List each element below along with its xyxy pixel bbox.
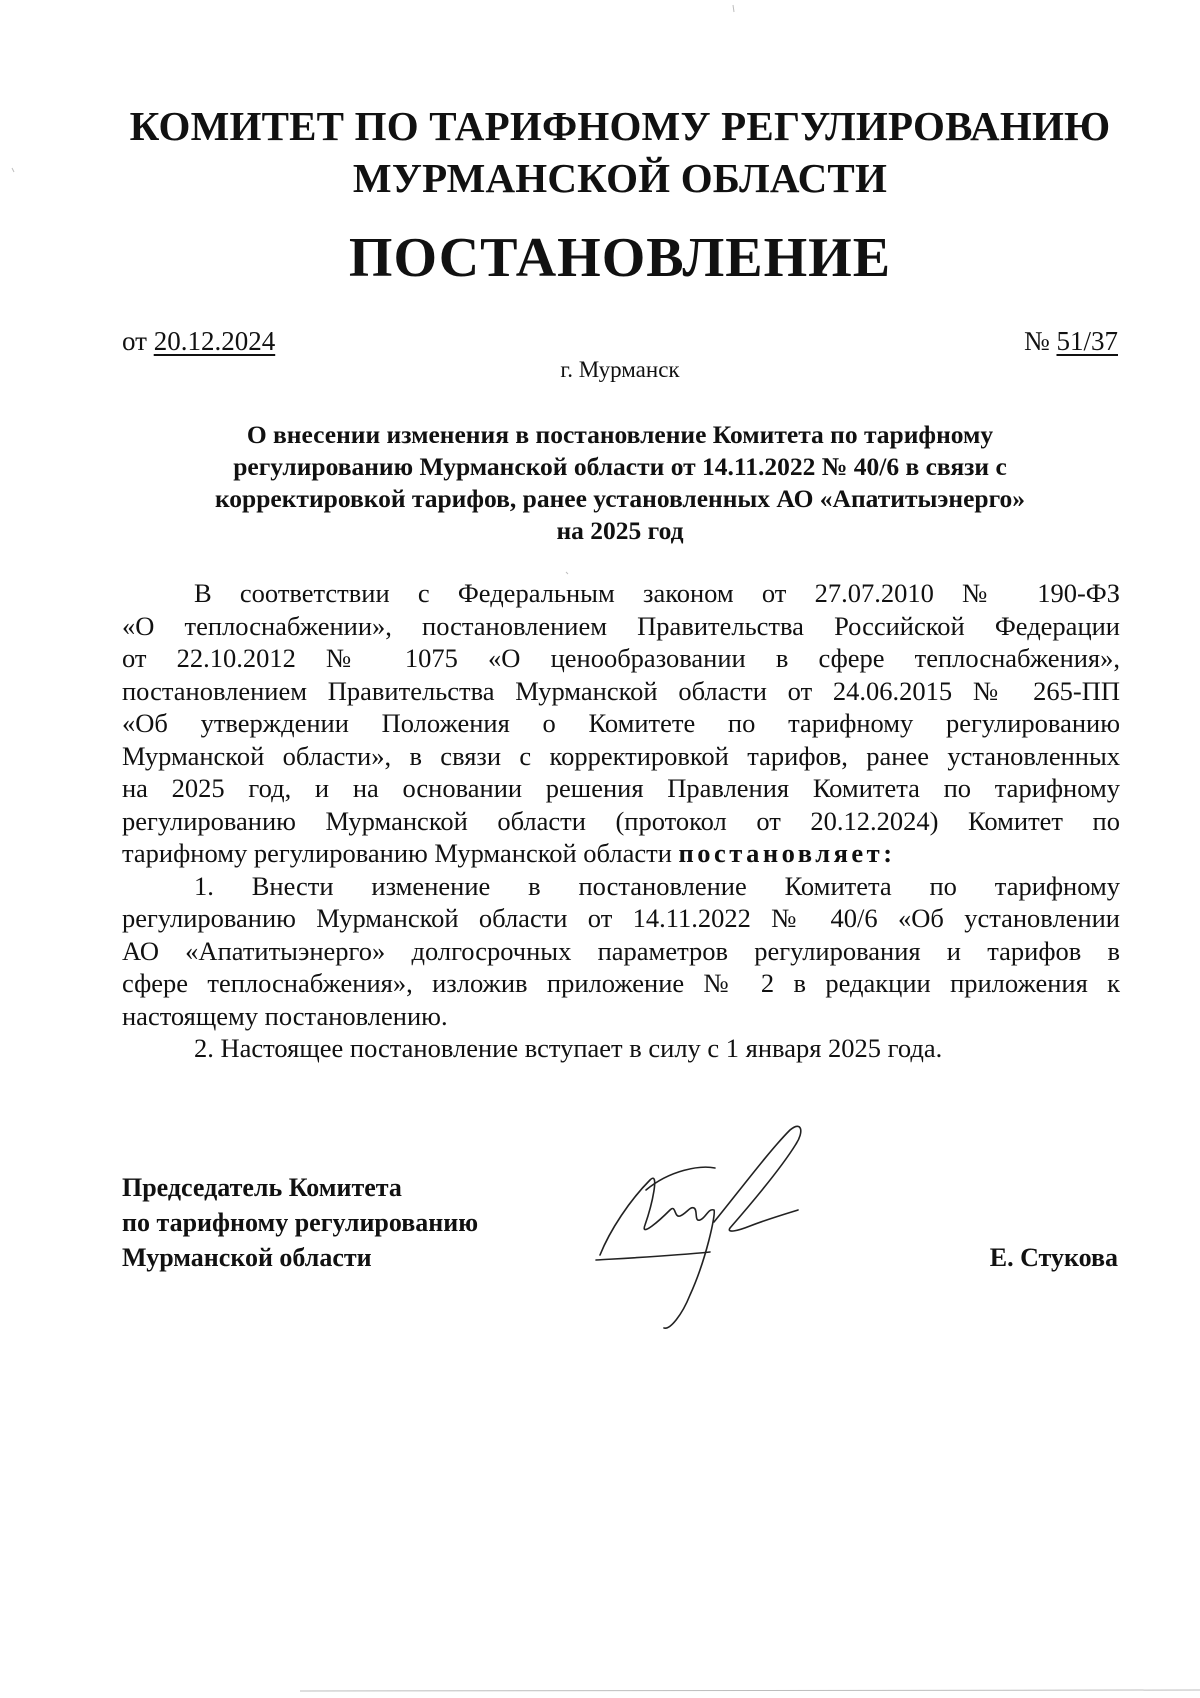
organization-title-line-1: КОМИТЕТ ПО ТАРИФНОМУ РЕГУЛИРОВАНИЮ (129, 103, 1111, 149)
document-type: ПОСТАНОВЛЕНИЕ (348, 227, 892, 289)
decree-word: постановляет: (678, 838, 896, 868)
document-subject (120, 419, 1120, 547)
date-prefix: от (122, 326, 154, 356)
signatory-name: Е. Стукова (989, 1243, 1118, 1272)
organization-title-line-2: МУРМАНСКОЙ ОБЛАСТИ (352, 155, 888, 201)
item-1-line: АО «Апатитыэнерго» долгосрочных параметров регулирования и тарифов в (122, 935, 1120, 966)
preamble-final-line (122, 837, 1120, 870)
signatory-position (122, 1170, 478, 1275)
preamble-line: Мурманской области», в связи с корректировкой тарифов, ранее установленных (122, 740, 1120, 771)
preamble-line: постановлением Правительства Мурманской области от 24.06.2015 № 265-ПП (122, 675, 1120, 706)
handwritten-signature (590, 1110, 850, 1340)
preamble-line: В соответствии с Федеральным законом от 27.07.2010 № 190-ФЗ (194, 578, 1120, 608)
subject-line-1: О внесении изменения в постановление Комитета по тарифному (246, 420, 994, 449)
subject-line-2: регулированию Мурманской области от 14.11.2022 № 40/6 в связи с (233, 452, 1007, 481)
signatory-position-line-3: Мурманской области (122, 1243, 372, 1272)
subject-line-3: корректировкой тарифов, ранее установленных АО «Апатитыэнерго» (214, 484, 1026, 513)
item-1-line: сфере теплоснабжения», изложив приложение № 2 в редакции приложения к (122, 968, 1120, 998)
document-number (1024, 324, 1118, 358)
organization-title (100, 100, 1140, 204)
item-1-line: регулированию Мурманской области от 14.11.2022 № 40/6 «Об установлении (122, 903, 1120, 933)
number-prefix: № (1023, 326, 1057, 356)
preamble-final-text: тарифному регулированию Мурманской области (122, 838, 679, 868)
item-1-line: 1. Внести изменение в постановление Комитета по тарифному (194, 870, 1120, 901)
item-2-line: 2. Настоящее постановление вступает в силу с 1 января 2025 года. (194, 1033, 943, 1063)
preamble-line: «Об утверждении Положения о Комитете по тарифному регулированию (122, 708, 1120, 738)
signatory-position-line-1: Председатель Комитета (122, 1173, 402, 1202)
number-value: 51/37 (1056, 326, 1118, 356)
preamble-line: «О теплоснабжении», постановлением Правительства Российской Федерации (122, 610, 1120, 641)
document-body (122, 577, 1120, 1065)
document-city: г. Мурманск (560, 357, 680, 382)
date-value: 20.12.2024 (153, 326, 276, 356)
preamble-line: на 2025 год, и на основании решения Правления Комитета по тарифному (122, 773, 1120, 803)
item-1-final-line: настоящему постановлению. (122, 1000, 448, 1031)
preamble-line: от 22.10.2012 № 1075 «О ценообразовании в сфере теплоснабжения», (122, 643, 1120, 673)
preamble-line: регулированию Мурманской области (протокол от 20.12.2024) Комитет по (122, 805, 1120, 836)
subject-line-4: на 2025 год (556, 516, 684, 545)
document-date (122, 324, 275, 358)
signatory-position-line-2: по тарифному регулированию (122, 1208, 479, 1237)
